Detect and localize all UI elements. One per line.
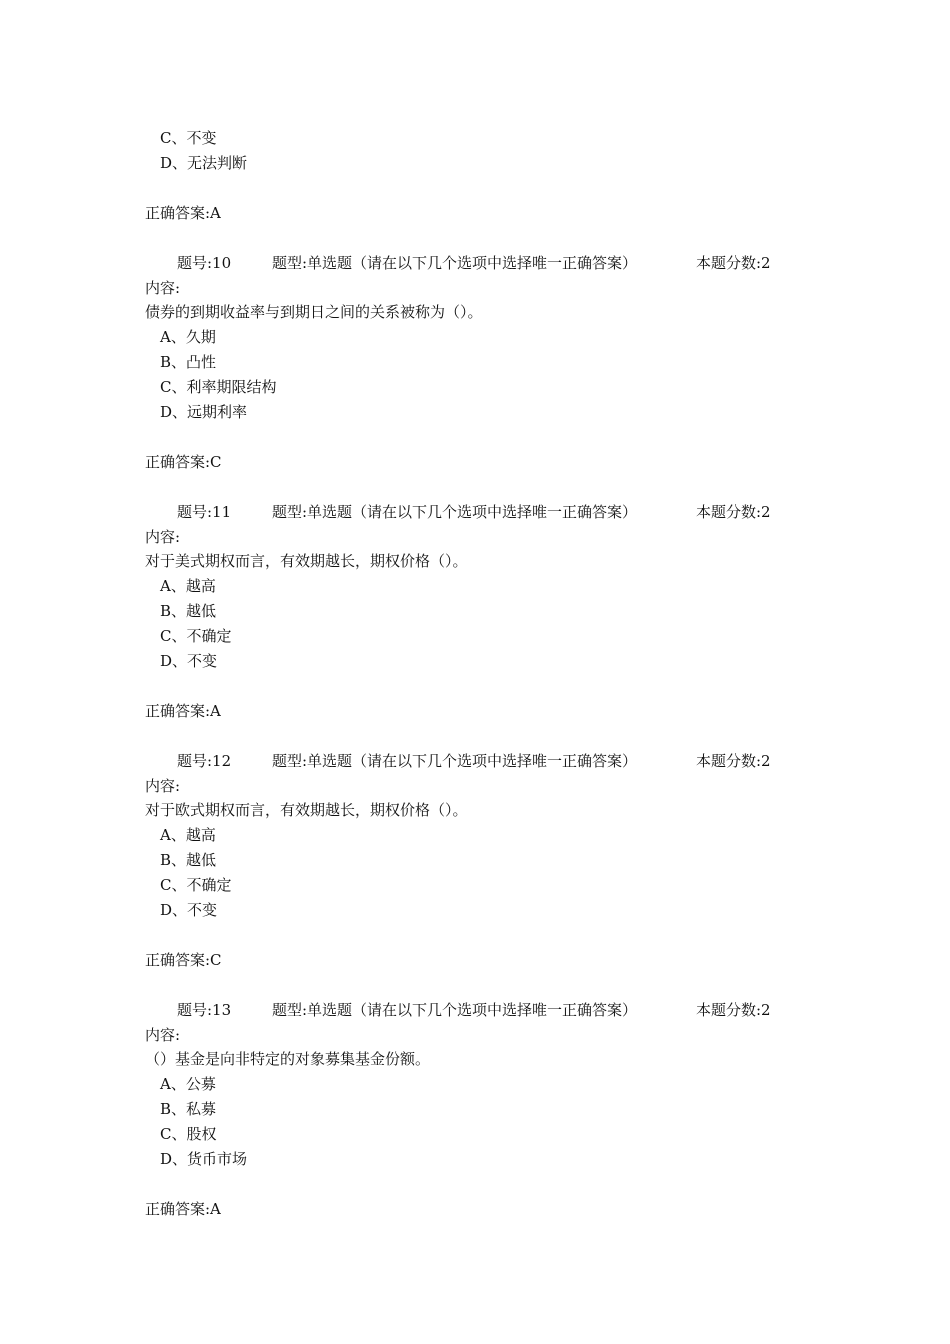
option-d: D、不变 [160,652,218,670]
question-number: 题号:11 [177,503,232,521]
option-c: C、不确定 [160,876,232,894]
correct-answer: 正确答案:C [145,951,222,969]
question-number: 题号:13 [177,1001,232,1019]
question-type: 题型:单选题（请在以下几个选项中选择唯一正确答案） [272,1001,638,1019]
option-b: B、凸性 [160,353,217,371]
option-c: C、利率期限结构 [160,378,277,396]
content-label: 内容: [145,279,181,297]
option-d: D、货币市场 [160,1150,248,1168]
option-c: C、股权 [160,1125,217,1143]
question-stem: 债券的到期收益率与到期日之间的关系被称为（）。 [145,303,483,321]
question-score: 本题分数:2 [696,752,771,770]
question-score: 本题分数:2 [696,503,771,521]
content-label: 内容: [145,528,181,546]
question-stem: （）基金是向非特定的对象募集基金份额。 [145,1050,431,1068]
content-label: 内容: [145,777,181,795]
question-score: 本题分数:2 [696,254,771,272]
question-type: 题型:单选题（请在以下几个选项中选择唯一正确答案） [272,752,638,770]
option-b: B、越低 [160,851,217,869]
option-b: B、私募 [160,1100,217,1118]
option-c: C、不变 [160,129,217,147]
question-stem: 对于美式期权而言，有效期越长，期权价格（）。 [145,552,468,570]
question-stem: 对于欧式期权而言，有效期越长，期权价格（）。 [145,801,468,819]
option-d: D、无法判断 [160,154,248,172]
option-a: A、公募 [160,1075,216,1093]
question-number: 题号:10 [177,254,232,272]
question-type: 题型:单选题（请在以下几个选项中选择唯一正确答案） [272,503,638,521]
question-number: 题号:12 [177,752,232,770]
correct-answer: 正确答案:A [145,702,221,720]
question-type: 题型:单选题（请在以下几个选项中选择唯一正确答案） [272,254,638,272]
option-a: A、越高 [160,826,216,844]
option-d: D、远期利率 [160,403,248,421]
question-score: 本题分数:2 [696,1001,771,1019]
correct-answer: 正确答案:C [145,453,222,471]
content-label: 内容: [145,1026,181,1044]
option-c: C、不确定 [160,627,232,645]
option-b: B、越低 [160,602,217,620]
option-a: A、越高 [160,577,216,595]
option-d: D、不变 [160,901,218,919]
correct-answer: 正确答案:A [145,204,221,222]
option-a: A、久期 [160,328,216,346]
correct-answer: 正确答案:A [145,1200,221,1218]
